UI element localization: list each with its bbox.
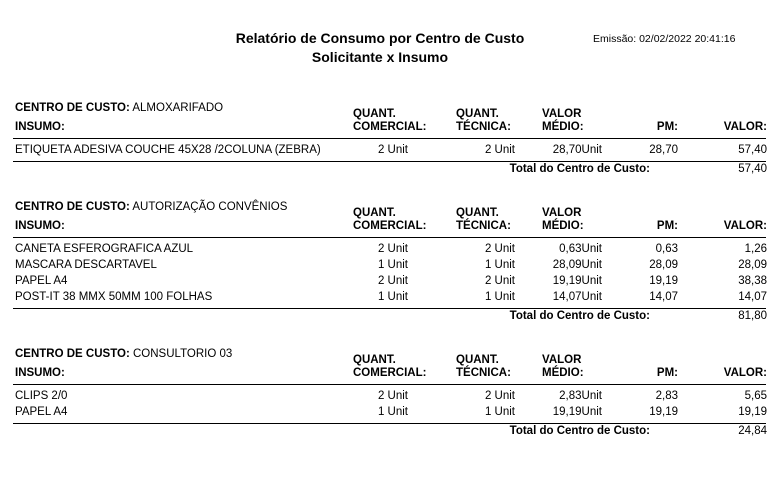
table-row (0, 144, 778, 160)
report-title: Relatório de Consumo por Centro de Custo (235, 30, 525, 46)
pm-header: PM: (656, 121, 678, 133)
quant-tecnica-header: TÉCNICA: (456, 367, 511, 379)
quant-tecnica: 2 Unit (484, 144, 515, 156)
total-label: Total do Centro de Custo: (509, 163, 650, 175)
cost-center-label: CENTRO DE CUSTO: (15, 102, 130, 114)
pm-value: 28,09 (649, 259, 678, 271)
quant-comercial-header-top: QUANT. (353, 354, 396, 366)
valor-medio-unit: Unit (581, 390, 602, 402)
quant-tecnica: 1 Unit (484, 291, 515, 303)
quant-comercial: 2 Unit (377, 144, 408, 156)
cost-center-name: ALMOXARIFADO (132, 102, 224, 114)
valor-medio-header-top: VALOR (542, 108, 582, 120)
valor-medio (553, 406, 602, 418)
cost-center-heading (15, 348, 232, 360)
valor-medio (559, 243, 602, 255)
header-divider (13, 138, 766, 139)
rows-divider (13, 423, 766, 424)
valor-medio-value: 19,19 (552, 406, 582, 418)
table-row (0, 406, 778, 422)
table-row (0, 291, 778, 307)
pm-value: 28,70 (649, 144, 678, 156)
pm-value: 2,83 (655, 390, 678, 402)
valor-header: VALOR: (723, 121, 767, 133)
table-row (0, 243, 778, 259)
header-divider (13, 237, 766, 238)
pm-value: 14,07 (649, 291, 678, 303)
cost-center-heading (15, 201, 287, 213)
valor-header: VALOR: (723, 367, 767, 379)
quant-tecnica-header-top: QUANT. (456, 354, 499, 366)
insumo-header: INSUMO: (15, 121, 65, 133)
quant-comercial: 2 Unit (377, 275, 408, 287)
item-description: PAPEL A4 (15, 275, 68, 287)
valor-total: 57,40 (738, 144, 767, 156)
valor-medio-value: 14,07 (552, 291, 582, 303)
valor-medio-value: 28,70 (552, 144, 582, 156)
item-description: POST-IT 38 MMX 50MM 100 FOLHAS (15, 291, 213, 303)
cost-center-section (0, 201, 778, 347)
total-label: Total do Centro de Custo: (509, 310, 650, 322)
insumo-header: INSUMO: (15, 367, 65, 379)
emission-timestamp: Emissão: 02/02/2022 20:41:16 (593, 33, 736, 45)
quant-comercial: 2 Unit (377, 243, 408, 255)
table-row (0, 390, 778, 406)
valor-medio-header: MÉDIO: (542, 121, 584, 133)
quant-comercial: 1 Unit (377, 406, 408, 418)
valor-medio (559, 390, 602, 402)
valor-total: 19,19 (738, 406, 767, 418)
valor-medio-header-top: VALOR (542, 207, 582, 219)
cost-center-section (0, 348, 778, 494)
total-value: 24,84 (738, 425, 767, 437)
table-row (0, 259, 778, 275)
cost-center-label: CENTRO DE CUSTO: (15, 201, 130, 213)
cost-center-name: CONSULTORIO 03 (133, 348, 233, 360)
quant-tecnica: 2 Unit (484, 390, 515, 402)
valor-header: VALOR: (723, 220, 767, 232)
rows-divider (13, 161, 766, 162)
quant-tecnica: 1 Unit (484, 259, 515, 271)
valor-total: 1,26 (744, 243, 767, 255)
quant-comercial: 1 Unit (377, 259, 408, 271)
quant-tecnica-header-top: QUANT. (456, 207, 499, 219)
item-description: MASCARA DESCARTAVEL (15, 259, 157, 271)
report-subtitle: Solicitante x Insumo (311, 49, 449, 65)
valor-medio-header: MÉDIO: (542, 220, 584, 232)
total-value: 81,80 (738, 310, 767, 322)
valor-medio-value: 2,83 (559, 390, 582, 402)
quant-tecnica: 1 Unit (484, 406, 515, 418)
quant-comercial-header: COMERCIAL: (353, 121, 427, 133)
total-value: 57,40 (738, 163, 767, 175)
header-divider (13, 384, 766, 385)
quant-comercial-header-top: QUANT. (353, 207, 396, 219)
quant-comercial-header-top: QUANT. (353, 108, 396, 120)
cost-center-heading (15, 102, 223, 114)
valor-medio (553, 259, 602, 271)
valor-medio-value: 19,19 (552, 275, 582, 287)
quant-tecnica: 2 Unit (484, 243, 515, 255)
quant-tecnica-header: TÉCNICA: (456, 220, 511, 232)
quant-comercial-header: COMERCIAL: (353, 220, 427, 232)
item-description: CANETA ESFEROGRAFICA AZUL (15, 243, 194, 255)
cost-center-label: CENTRO DE CUSTO: (15, 348, 130, 360)
pm-header: PM: (656, 367, 678, 379)
quant-comercial: 2 Unit (377, 390, 408, 402)
quant-comercial-header: COMERCIAL: (353, 367, 427, 379)
pm-value: 0,63 (655, 243, 678, 255)
rows-divider (13, 308, 766, 309)
valor-total: 5,65 (744, 390, 767, 402)
item-description: PAPEL A4 (15, 406, 68, 418)
cost-center-name: AUTORIZAÇÃO CONVÊNIOS (132, 201, 288, 213)
item-description: ETIQUETA ADESIVA COUCHE 45X28 /2COLUNA (ZEBRA) (15, 144, 321, 156)
quant-comercial: 1 Unit (377, 291, 408, 303)
pm-header: PM: (656, 220, 678, 232)
valor-medio-unit: Unit (581, 259, 602, 271)
valor-medio-header-top: VALOR (542, 354, 582, 366)
valor-total: 28,09 (738, 259, 767, 271)
valor-medio-value: 0,63 (559, 243, 582, 255)
valor-medio-value: 28,09 (552, 259, 582, 271)
valor-medio-unit: Unit (581, 406, 602, 418)
valor-medio-unit: Unit (581, 275, 602, 287)
valor-medio-header: MÉDIO: (542, 367, 584, 379)
valor-medio (553, 291, 602, 303)
valor-medio-unit: Unit (581, 291, 602, 303)
pm-value: 19,19 (649, 406, 678, 418)
valor-total: 14,07 (738, 291, 767, 303)
quant-tecnica: 2 Unit (484, 275, 515, 287)
total-label: Total do Centro de Custo: (509, 425, 650, 437)
valor-medio (553, 275, 602, 287)
insumo-header: INSUMO: (15, 220, 65, 232)
quant-tecnica-header-top: QUANT. (456, 108, 499, 120)
pm-value: 19,19 (649, 275, 678, 287)
item-description: CLIPS 2/0 (15, 390, 68, 402)
valor-medio-unit: Unit (581, 144, 602, 156)
valor-medio (553, 144, 602, 156)
table-row (0, 275, 778, 291)
quant-tecnica-header: TÉCNICA: (456, 121, 511, 133)
valor-medio-unit: Unit (581, 243, 602, 255)
valor-total: 38,38 (738, 275, 767, 287)
